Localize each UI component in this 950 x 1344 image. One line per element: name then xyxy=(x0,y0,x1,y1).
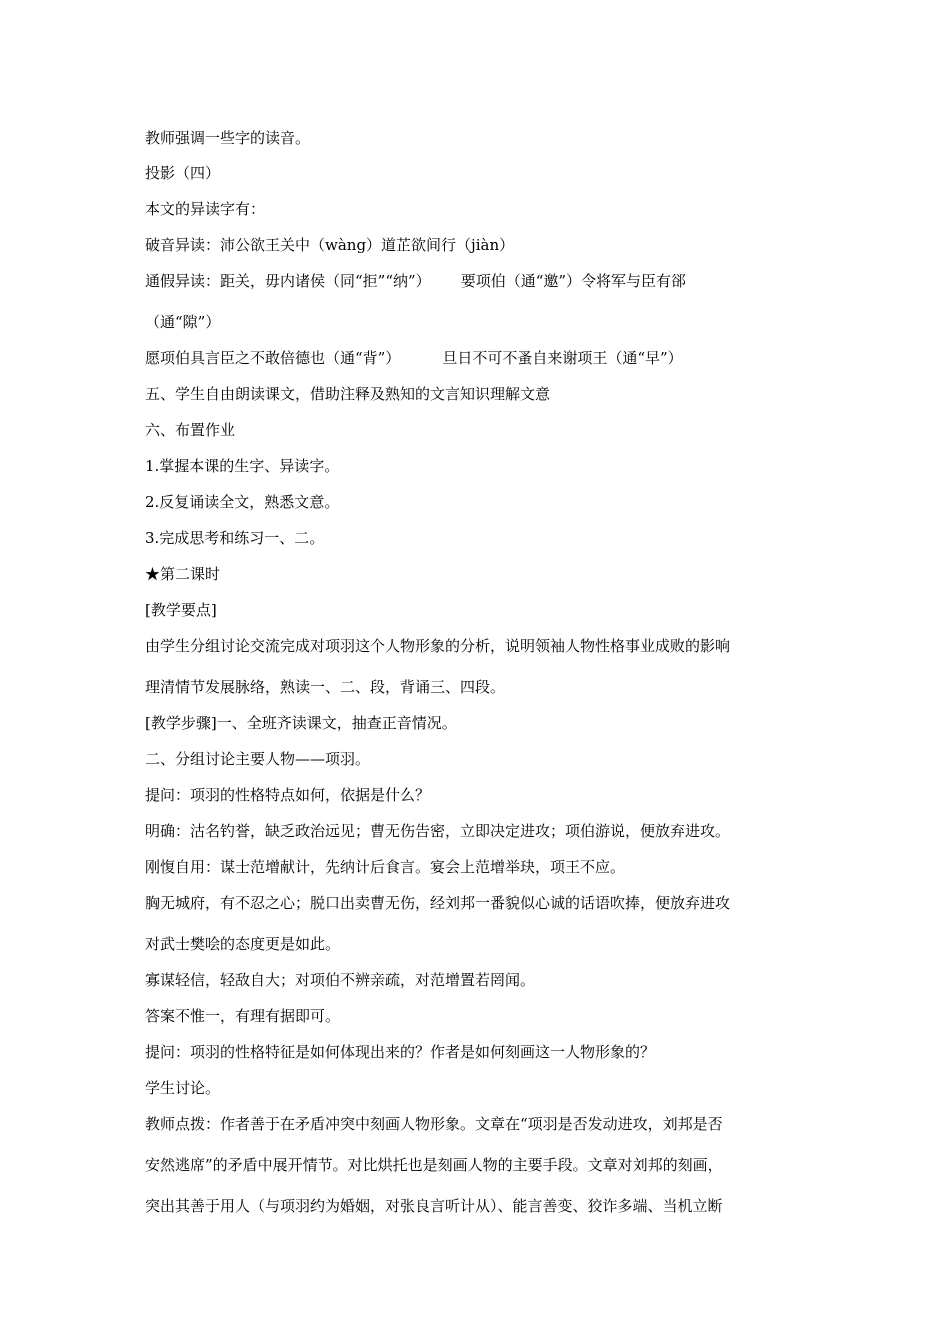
text-line: 安然逃席”的矛盾中展开情节。对比烘托也是刻画人物的主要手段。文章对刘邦的刻画， xyxy=(145,1156,723,1174)
text-line: 由学生分组讨论交流完成对项羽这个人物形象的分析，说明领袖人物性格事业成败的影响 xyxy=(145,637,731,655)
text-segment: 旦日不可不蚤自来谢项王（通“早”） xyxy=(442,349,683,367)
text-line: 寡谋轻信，轻敌自大；对项伯不辨亲疏，对范增置若罔闻。 xyxy=(145,971,536,989)
text-line: 六、布置作业 xyxy=(145,421,236,439)
text-line: 教师点拨：作者善于在矛盾冲突中刻画人物形象。文章在“项羽是否发动进攻，刘邦是否 xyxy=(145,1115,723,1133)
text-line: 提问：项羽的性格特征是如何体现出来的？作者是如何刻画这一人物形象的？ xyxy=(145,1043,656,1061)
text-line: [教学要点] xyxy=(145,601,217,619)
text-line: 教师强调一些字的读音。 xyxy=(145,129,311,147)
text-line: 二、分组讨论主要人物——项羽。 xyxy=(145,750,371,768)
text-line: 五、学生自由朗读课文，借助注释及熟知的文言知识理解文意 xyxy=(145,385,551,403)
text-line: 理清情节发展脉络，熟读一、二、段，背诵三、四段。 xyxy=(145,678,506,696)
text-line: 答案不惟一，有理有据即可。 xyxy=(145,1007,341,1025)
text-line: ★第二课时 xyxy=(145,565,221,583)
text-line: 本文的异读字有： xyxy=(145,200,266,218)
text-line: 突出其善于用人（与项羽约为婚姻，对张良言听计从）、能言善变、狡诈多端、当机立断 xyxy=(145,1197,723,1215)
text-line: 3.完成思考和练习一、二。 xyxy=(145,529,325,547)
text-line: [教学步骤]一、全班齐读课文，抽查正音情况。 xyxy=(145,714,457,732)
text-line: 1.掌握本课的生字、异读字。 xyxy=(145,457,340,475)
text-line: 胸无城府，有不忍之心；脱口出卖曹无伤，经刘邦一番貌似心诚的话语吹捧，便放弃进攻 xyxy=(145,894,731,912)
text-line: 投影（四） xyxy=(145,164,221,182)
text-line: 刚愎自用：谋士范增献计，先纳计后食言。宴会上范增举玦，项王不应。 xyxy=(145,858,626,876)
text-line: 学生讨论。 xyxy=(145,1079,221,1097)
text-line: 破音异读：沛公欲王关中（wàng）道芷欲间行（jiàn） xyxy=(145,236,515,254)
text-line: 2.反复诵读全文，熟悉文意。 xyxy=(145,493,340,511)
text-line: 明确：沽名钓誉，缺乏政治远见；曹无伤告密，立即决定进攻；项伯游说，便放弃进攻。 xyxy=(145,822,731,840)
text-line xyxy=(145,271,686,291)
text-line xyxy=(145,348,683,368)
text-line: （通“隙”） xyxy=(145,313,221,331)
text-line: 对武士樊哙的态度更是如此。 xyxy=(145,935,341,953)
text-line: 提问：项羽的性格特点如何，依据是什么？ xyxy=(145,786,431,804)
text-segment: 要项伯（通“邀”）令将军与臣有郤 xyxy=(460,272,687,290)
text-segment: 通假异读：距关，毋内诸侯（同“拒”“纳”） xyxy=(145,272,431,290)
text-segment: 愿项伯具言臣之不敢倍德也（通“背”） xyxy=(145,349,401,367)
